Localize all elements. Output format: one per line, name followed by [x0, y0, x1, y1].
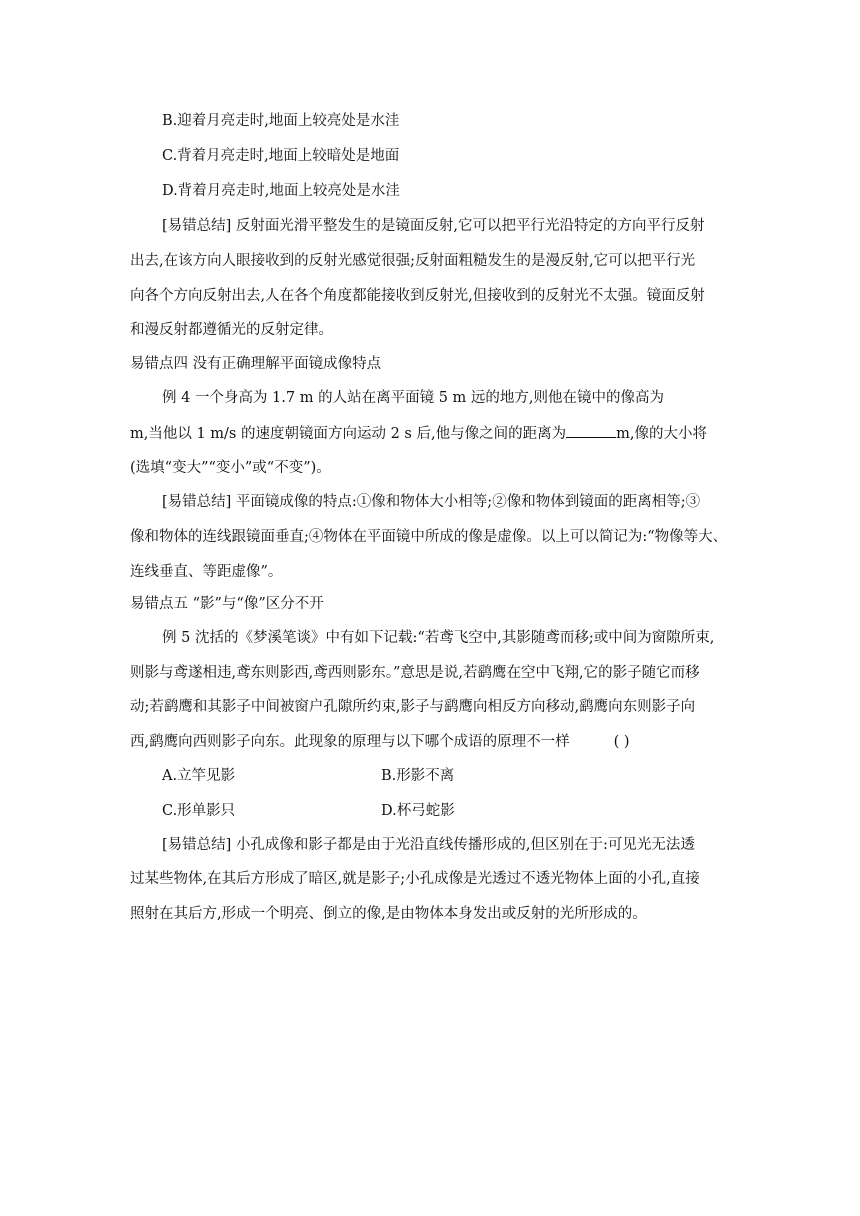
option-d[interactable]: D.杯弓蛇影 — [381, 803, 455, 819]
question-text-line: 例 5 沈括的《梦溪笔谈》中有如下记载:“若鸢飞空中,其影随鸢而移;或中间为窗隙所束, — [162, 630, 715, 646]
summary-text-line: 过某些物体,在其后方形成了暗区,就是影子;小孔成像是光透过不透光物体上面的小孔,直接 — [130, 871, 700, 887]
answer-parentheses[interactable]: ( ) — [613, 734, 630, 750]
option-d-line: D.背着月亮走时,地面上较亮处是水洼 — [162, 183, 400, 199]
option-b-line: B.迎着月亮走时,地面上较亮处是水洼 — [162, 113, 400, 129]
option-c[interactable]: C.形单影只 — [162, 803, 236, 819]
question-text-line: 动;若鹞鹰和其影子中间被窗户孔隙所约束,影子与鹞鹰向相反方向移动,鹞鹰向东则影子向 — [130, 699, 696, 715]
section-heading: 易错点五 “影”与“像”区分不开 — [130, 596, 324, 612]
summary-text-line: 和漫反射都遵循光的反射定律。 — [130, 322, 333, 338]
question-text-line — [130, 423, 707, 444]
question-text-line: (选填“变大”“变小”或“不变”)。 — [130, 460, 331, 476]
summary-text-line: 照射在其后方,形成一个明亮、倒立的像,是由物体本身发出或反射的光所形成的。 — [130, 906, 647, 922]
summary-text-line: 向各个方向反射出去,人在各个角度都能接收到反射光,但接收到的反射光不太强。镜面反射 — [130, 288, 705, 304]
question-text-line: 例 4 一个身高为 1.7 m 的人站在离平面镜 5 m 远的地方,则他在镜中的像高为 — [162, 390, 664, 406]
question-text-line: 则影与鸢遂相违,鸢东则影西,鸢西则影东。”意思是说,若鹞鹰在空中飞翔,它的影子随它而移 — [130, 665, 700, 681]
option-a[interactable]: A.立竿见影 — [162, 768, 236, 784]
summary-text-line: 像和物体的连线跟镜面垂直;④物体在平面镜中所成的像是虚像。以上可以简记为:“物像等大、 — [130, 529, 728, 545]
question-text-segment: m,当他以 1 m/s 的速度朝镜面方向运动 2 s 后,他与像之间的距离为 — [130, 426, 567, 442]
option-c-line: C.背着月亮走时,地面上较暗处是地面 — [162, 148, 400, 164]
summary-text-line: [易错总结] 反射面光滑平整发生的是镜面反射,它可以把平行光沿特定的方向平行反射 — [162, 218, 705, 234]
summary-text-line: 连线垂直、等距虚像”。 — [130, 564, 283, 580]
summary-text-line: 出去,在该方向人眼接收到的反射光感觉很强;反射面粗糙发生的是漫反射,它可以把平行光 — [130, 253, 696, 269]
section-heading: 易错点四 没有正确理解平面镜成像特点 — [130, 356, 382, 372]
option-b[interactable]: B.形影不离 — [381, 768, 455, 784]
answer-blank[interactable] — [566, 423, 616, 438]
question-text-segment: m,像的大小将 — [616, 426, 707, 442]
question-text-line — [130, 732, 630, 752]
summary-text-line: [易错总结] 小孔成像和影子都是由于光沿直线传播形成的,但区别在于:可见光无法透 — [162, 837, 695, 853]
summary-text-line: [易错总结] 平面镜成像的特点:①像和物体大小相等;②像和物体到镜面的距离相等;③ — [162, 494, 701, 510]
question-text-segment: 西,鹞鹰向西则影子向东。此现象的原理与以下哪个成语的原理不一样 — [130, 734, 570, 750]
